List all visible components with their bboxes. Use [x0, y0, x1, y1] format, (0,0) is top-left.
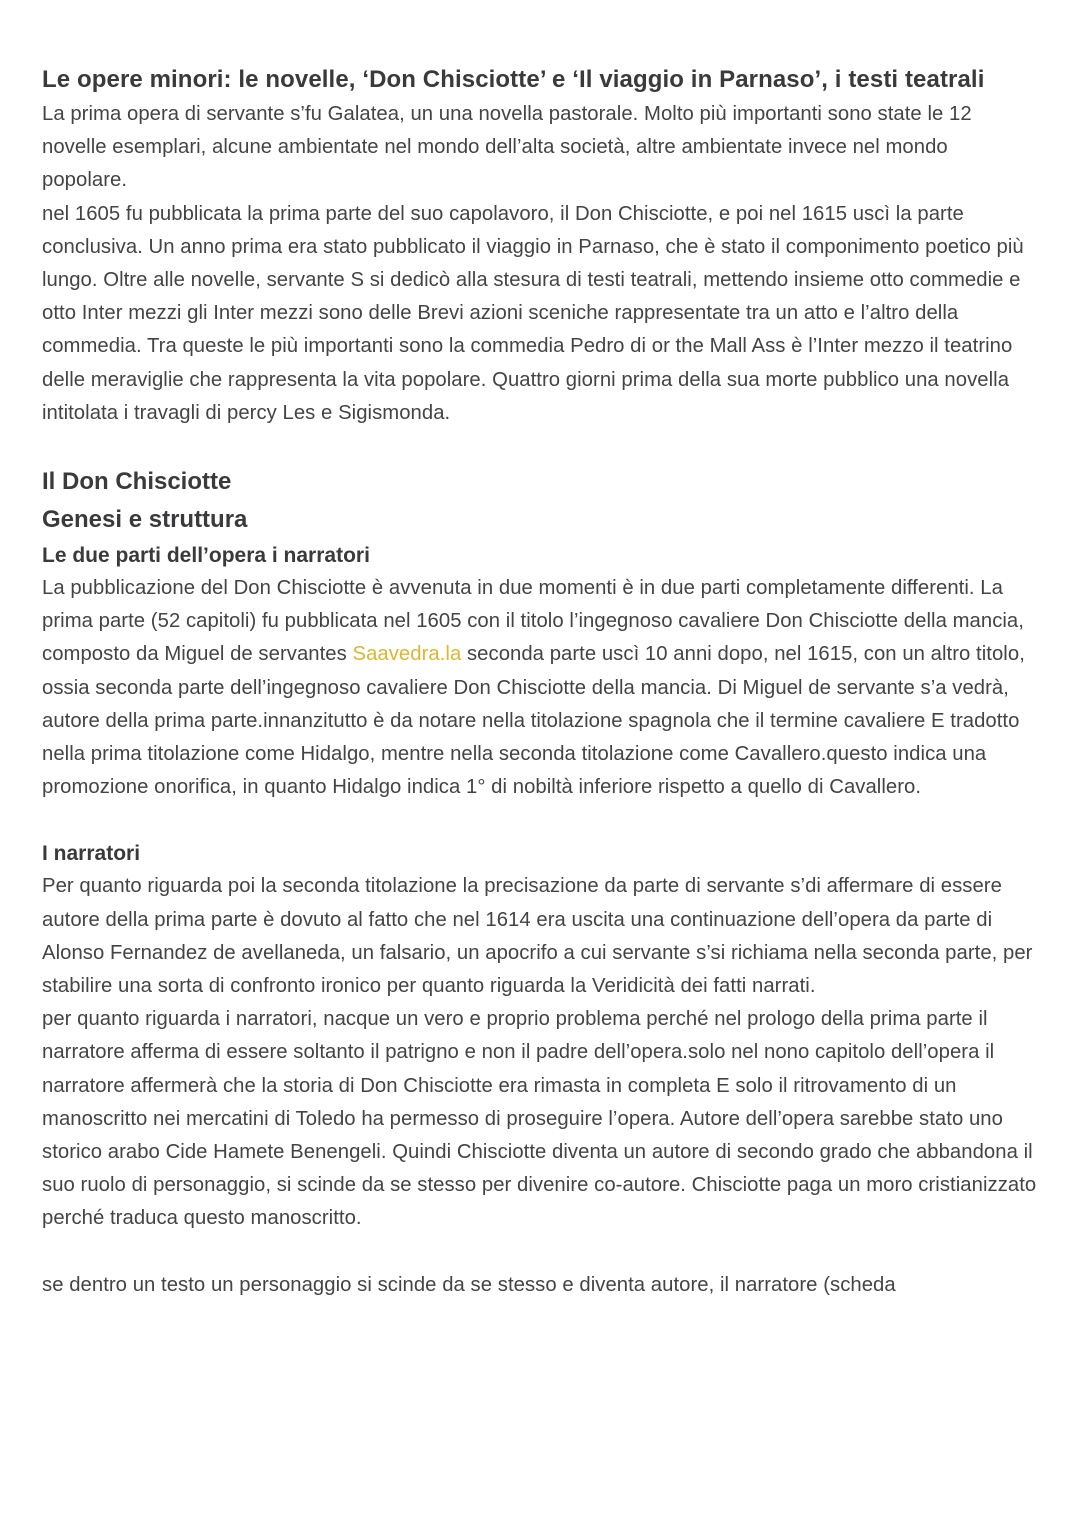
paragraph-seconda-titolazione: Per quanto riguarda poi la seconda titolazione la precisazione da parte di servante s’di affermare di essere autore della prima parte è dovuto al fatto che nel 1614 era uscita una continuazione dell’opera da parte di Alonso Fernandez de avellaneda, un falsario, un apocrifo a cui servante s’si richiama nella seconda parte, per stabilire una sorta di confronto ironico per quanto riguarda la Veridicità dei fatti narrati.: [42, 875, 1033, 998]
paragraph-text: seconda parte uscì 10 anni dopo, nel 1615, con un altro titolo, ossia seconda parte dell’ingegnoso cavaliere Don Chisciotte della mancia. Di Miguel de servante s’a vedrà, autore della prima parte.innanzitutto è da notare nella titolazione spagnola che il termine cavaliere E tradotto nella prima titolazione come Hidalgo, mentre nella seconda titolazione come Cavallero.questo indica una promozione onorifica, in quanto Hidalgo indica 1° di nobiltà inferiore rispetto a quello di Cavallero.: [42, 643, 1025, 799]
paragraph-narratori: per quanto riguarda i narratori, nacque un vero e proprio problema perché nel prologo della prima parte il narratore afferma di essere soltanto il patrigno e non il padre dell’opera.solo nel nono capitolo dell’opera il narratore affermerà che la storia di Don Chisciotte era rimasta in completa E solo il ritrovamento di un manoscritto nei mercatini di Toledo ha permesso di proseguire l’opera. Autore dell’opera sarebbe stato uno storico arabo Cide Hamete Benengeli. Quindi Chisciotte diventa un autore di secondo grado che abbandona il suo ruolo di personaggio, si scinde da se stesso per divenire co-autore. Chisciotte paga un moro cristianizzato perché traduca questo manoscritto.: [42, 1008, 1037, 1230]
paragraph-trailing: se dentro un testo un personaggio si scinde da se stesso e diventa autore, il narratore (scheda: [42, 1273, 896, 1296]
heading-opere-minori: Le opere minori: le novelle, ‘Don Chisciotte’ e ‘Il viaggio in Parnaso’, i testi teatrali: [42, 66, 985, 93]
heading-don-chisciotte: Il Don Chisciotte: [42, 468, 232, 496]
paragraph-galatea: La prima opera di servante s’fu Galatea, un una novella pastorale. Molto più importanti sono state le 12 novelle esemplari, alcune ambientate nel mondo dell’alta società, altre ambientate invece nel mondo popolare.: [42, 103, 972, 192]
spacer: [42, 1236, 1038, 1269]
spacer: [42, 430, 1038, 463]
paragraph-pubblicazione: [42, 572, 1038, 804]
saavedra-link[interactable]: Saavedra.la: [352, 643, 462, 666]
paragraph-text: La pubblicazione del Don Chisciotte è avvenuta in due momenti è in due parti completamente differenti. La prima parte (52 capitoli) fu pubblicata nel 1605 con il titolo l’ingegnoso cavaliere Don Chisciotte della mancia, composto da Miguel de servantes: [42, 577, 1024, 666]
heading-due-parti: Le due parti dell’opera i narratori: [42, 544, 370, 568]
heading-genesi-struttura: Genesi e struttura: [42, 506, 248, 534]
spacer: [42, 804, 1038, 837]
paragraph-opere-teatrali: nel 1605 fu pubblicata la prima parte del suo capolavoro, il Don Chisciotte, e poi nel 1615 uscì la parte conclusiva. Un anno prima era stato pubblicato il viaggio in Parnaso, che è stato il componimento poetico più lungo. Oltre alle novelle, servante S si dedicò alla stesura di testi teatrali, mettendo insieme otto commedie e otto Inter mezzi gli Inter mezzi sono delle Brevi azioni sceniche rappresentate tra un atto e l’altro della commedia. Tra queste le più importanti sono la commedia Pedro di or the Mall Ass è l’Inter mezzo il teatrino delle meraviglie che rappresenta la vita popolare. Quattro giorni prima della sua morte pubblico una novella intitolata i travagli di percy Les e Sigismonda.: [42, 202, 1024, 424]
heading-i-narratori: I narratori: [42, 842, 141, 866]
